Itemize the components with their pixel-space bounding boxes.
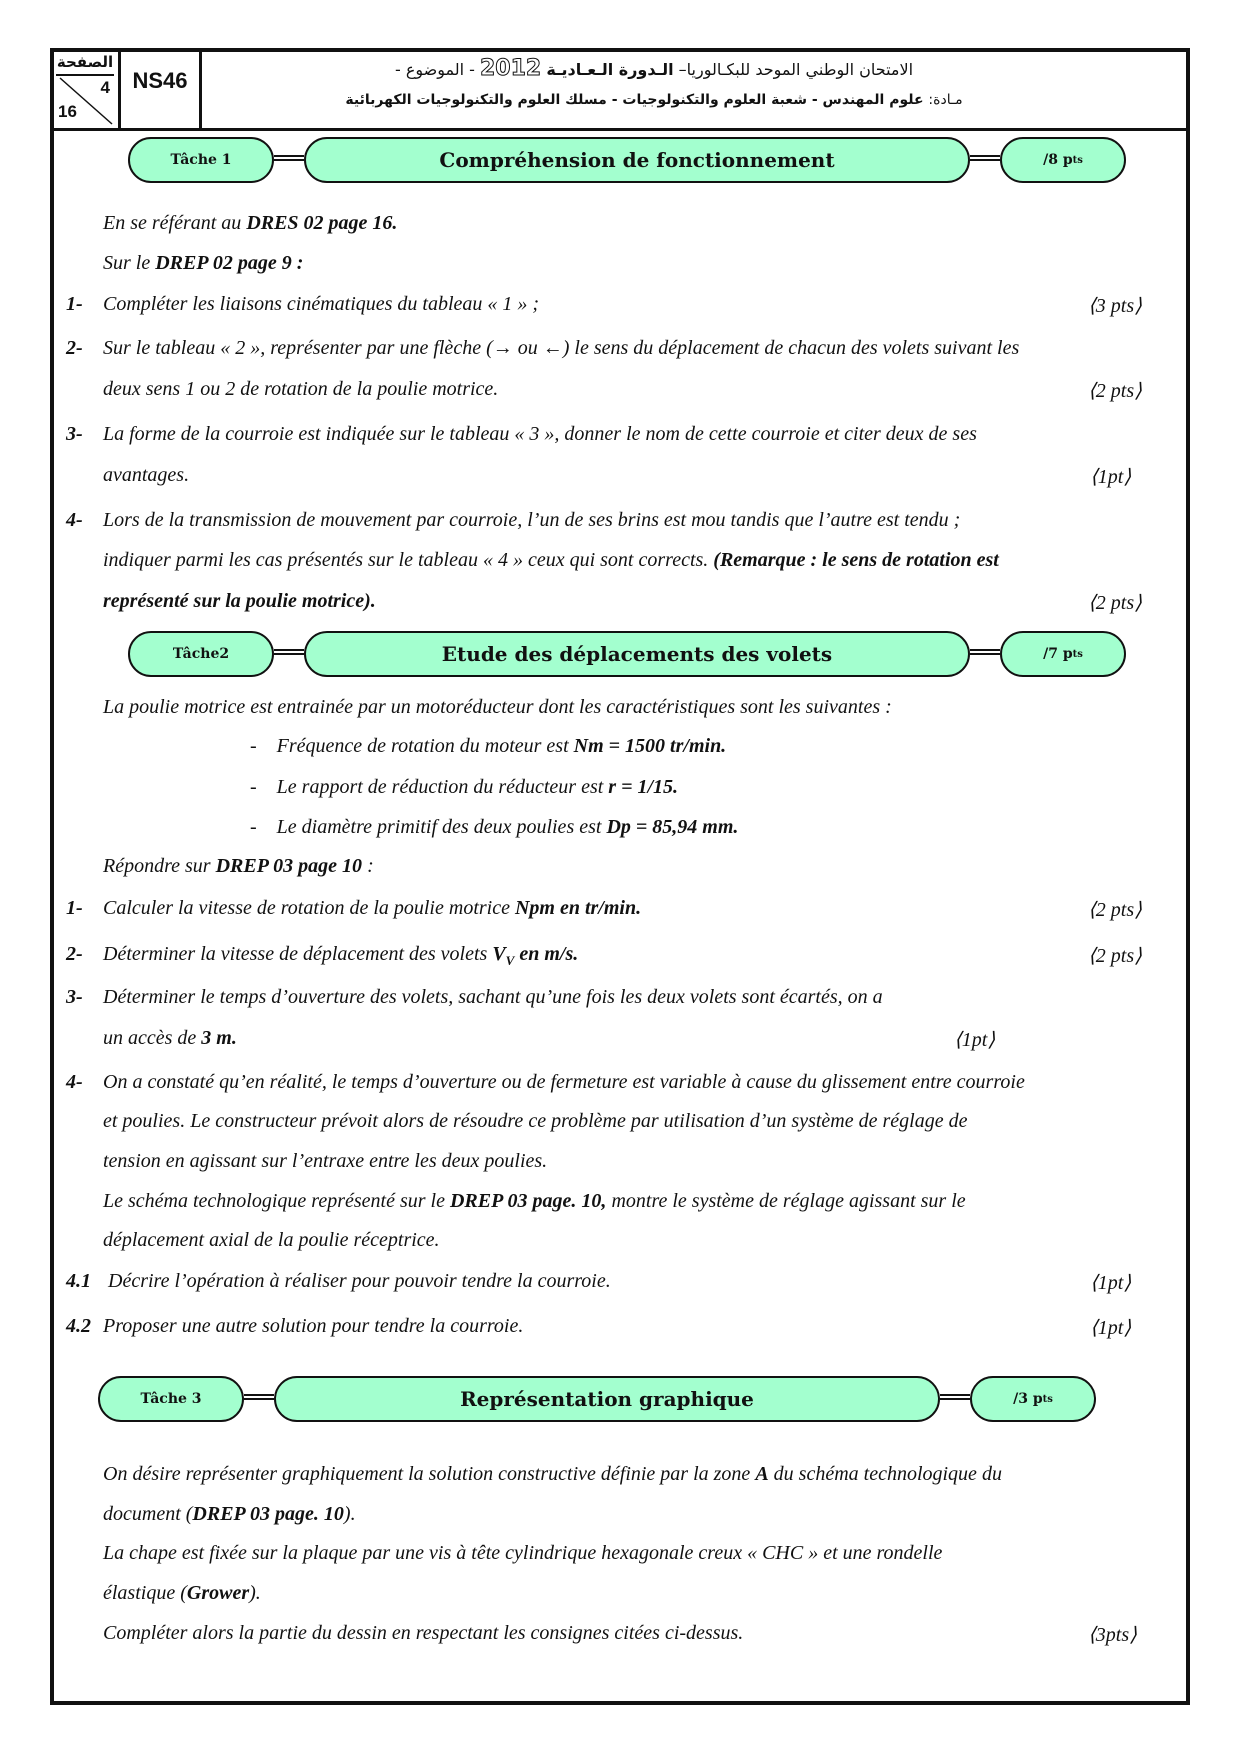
t2-q4-line4: Le schéma technologique représenté sur le DREP 03 page. 10, montre le système de réglage agissant sur le xyxy=(103,1190,966,1212)
t3-line5: Compléter alors la partie du dessin en respectant les consignes citées ci-dessus. xyxy=(103,1622,744,1644)
t2-q3-line2: un accès de 3 m. xyxy=(103,1027,237,1049)
task1-connector-right xyxy=(970,155,1000,161)
exam-title-block xyxy=(204,54,1104,126)
t2-q1-text: Calculer la vitesse de rotation de la poulie motrice Npm en tr/min. xyxy=(103,897,642,919)
t2-q42-number: 4.2 xyxy=(66,1315,91,1337)
exam-subject-line xyxy=(204,85,1104,115)
matiere-label: مـادة: xyxy=(928,92,963,108)
task1-points xyxy=(1000,137,1126,183)
t3-points: ⟨3pts⟩ xyxy=(1088,1624,1137,1646)
t2-intro: La poulie motrice est entrainée par un motoréducteur dont les caractéristiques sont les suivantes : xyxy=(103,696,892,718)
t2-q41-text: Décrire l’opération à réaliser pour pouvoir tendre la courroie. xyxy=(108,1270,611,1292)
task1-points-value: /8 p xyxy=(1043,152,1073,168)
task3-points-value: /3 p xyxy=(1013,1391,1043,1407)
t1-q4-line1: Lors de la transmission de mouvement par courroie, l’un de ses brins est mou tandis que l’autre est tendu ; xyxy=(103,509,961,531)
t2-q41-points: ⟨1pt⟩ xyxy=(1090,1272,1132,1294)
t2-q3-points: ⟨1pt⟩ xyxy=(954,1029,996,1051)
t2-q2-number: 2- xyxy=(66,943,83,965)
t2-q4-line1: On a constaté qu’en réalité, le temps d’ouverture ou de fermeture est variable à cause du glissement entre courroie xyxy=(103,1071,1025,1093)
t2-q42-points: ⟨1pt⟩ xyxy=(1090,1317,1132,1339)
t1-q2-line1: Sur le tableau « 2 », représenter par une flèche (→ ou ←) le sens du déplacement de chacun des volets suivant les xyxy=(103,337,1020,359)
task3-header xyxy=(98,1376,1096,1424)
t3-line2: document (DREP 03 page. 10). xyxy=(103,1503,356,1525)
task2-label: Tâche2 xyxy=(128,631,274,677)
task3-points-unit: ts xyxy=(1042,1393,1053,1405)
task2-connector-left xyxy=(274,649,304,655)
task3-connector-left xyxy=(244,1394,274,1400)
t2-q1-points: ⟨2 pts⟩ xyxy=(1088,899,1142,921)
t2-bullet2: - Le rapport de réduction du réducteur est r = 1/15. xyxy=(250,776,679,798)
page-number-box xyxy=(54,52,121,128)
t2-answer-on: Répondre sur DREP 03 page 10 : xyxy=(103,855,374,877)
branch: - شعبة العلوم والتكنولوجيات - xyxy=(611,92,818,108)
task1-label: Tâche 1 xyxy=(128,137,274,183)
t2-q42-text: Proposer une autre solution pour tendre la courroie. xyxy=(103,1315,524,1337)
t1-q1-points: ⟨3 pts⟩ xyxy=(1088,295,1142,317)
t3-line4: élastique (Grower). xyxy=(103,1582,261,1604)
t3-line3: La chape est fixée sur la plaque par une vis à tête cylindrique hexagonale creux « CHC » et une rondelle xyxy=(103,1542,943,1564)
task2-title: Etude des déplacements des volets xyxy=(304,631,970,677)
task2-points xyxy=(1000,631,1126,677)
task2-points-unit: ts xyxy=(1072,648,1083,660)
t1-q4-number: 4- xyxy=(66,509,83,531)
exam-header xyxy=(54,52,1186,131)
track: مسلك العلوم والتكنولوجيات الكهربائية xyxy=(345,92,607,108)
t2-q1-number: 1- xyxy=(66,897,83,919)
t1-q3-line2: avantages. xyxy=(103,464,190,486)
task2-points-value: /7 p xyxy=(1043,646,1073,662)
t1-q4-points: ⟨2 pts⟩ xyxy=(1088,592,1142,614)
t2-q4-number: 4- xyxy=(66,1071,83,1093)
task1-points-unit: ts xyxy=(1072,154,1083,166)
page-number: 4 xyxy=(100,78,110,97)
task3-label: Tâche 3 xyxy=(98,1376,244,1422)
t1-q1-text: Compléter les liaisons cinématiques du tableau « 1 » ; xyxy=(103,293,540,315)
t2-q41-number: 4.1 xyxy=(66,1270,91,1292)
t3-line1: On désire représenter graphiquement la solution constructive définie par la zone A du schéma technologique du xyxy=(103,1463,1002,1485)
t1-q4-line2: indiquer parmi les cas présentés sur le tableau « 4 » ceux qui sont corrects. (Remarque : le sens de rotation est xyxy=(103,549,999,571)
exam-year: 2012 xyxy=(480,56,542,81)
t2-q4-line2: et poulies. Le constructeur prévoit alors de résoudre ce problème par utilisation d’un système de réglage de xyxy=(103,1110,968,1132)
t1-q4-line3: représenté sur la poulie motrice). xyxy=(103,590,376,612)
matiere: علوم المهندس xyxy=(822,92,924,108)
t2-q4-line5: déplacement axial de la poulie réceptrice. xyxy=(103,1229,440,1251)
t1-q2-points: ⟨2 pts⟩ xyxy=(1088,380,1142,402)
exam-session: الـدورة الـعـاديـة xyxy=(546,60,674,79)
t2-q3-number: 3- xyxy=(66,986,83,1008)
task2-header xyxy=(128,631,1126,679)
exam-title: الامتحان الوطني الموحد للبكـالوريا xyxy=(686,60,914,79)
t2-q2-text: Déterminer la vitesse de déplacement des volets $V_V$ en m/s. xyxy=(103,943,579,968)
task3-points xyxy=(970,1376,1096,1422)
page-label: الصفحة xyxy=(56,52,114,76)
t2-q2-points: ⟨2 pts⟩ xyxy=(1088,945,1142,967)
t1-q3-number: 3- xyxy=(66,423,83,445)
task2-connector-right xyxy=(970,649,1000,655)
t1-q3-line1: La forme de la courroie est indiquée sur le tableau « 3 », donner le nom de cette courroie et citer deux de ses xyxy=(103,423,977,445)
task1-header xyxy=(128,137,1126,185)
task1-connector-left xyxy=(274,155,304,161)
t1-q3-points: ⟨1pt⟩ xyxy=(1090,466,1132,488)
t1-q2-number: 2- xyxy=(66,337,83,359)
task3-title: Représentation graphique xyxy=(274,1376,940,1422)
subject-label: - الموضوع - xyxy=(394,60,475,79)
t1-q2-line2: deux sens 1 ou 2 de rotation de la poulie motrice. xyxy=(103,378,499,400)
t2-q3-line1: Déterminer le temps d’ouverture des volets, sachant qu’une fois les deux volets sont écartés, on a xyxy=(103,986,883,1008)
task1-title: Compréhension de fonctionnement xyxy=(304,137,970,183)
t1-intro-1: En se référant au DRES 02 page 16. xyxy=(103,212,398,234)
t2-q4-line3: tension en agissant sur l’entraxe entre les deux poulies. xyxy=(103,1150,548,1172)
exam-title-line: الامتحان الوطني الموحد للبكـالوريا– الـدورة الـعـاديـة 2012 - الموضوع - xyxy=(394,56,914,81)
exam-code: NS46 xyxy=(121,52,202,128)
page-total: 16 xyxy=(58,102,77,121)
t1-q1-number: 1- xyxy=(66,293,83,315)
task3-connector-right xyxy=(940,1394,970,1400)
t2-bullet1: - Fréquence de rotation du moteur est Nm = 1500 tr/min. xyxy=(250,735,727,757)
t1-intro-2: Sur le DREP 02 page 9 : xyxy=(103,252,304,274)
t2-bullet3: - Le diamètre primitif des deux poulies est Dp = 85,94 mm. xyxy=(250,816,739,838)
